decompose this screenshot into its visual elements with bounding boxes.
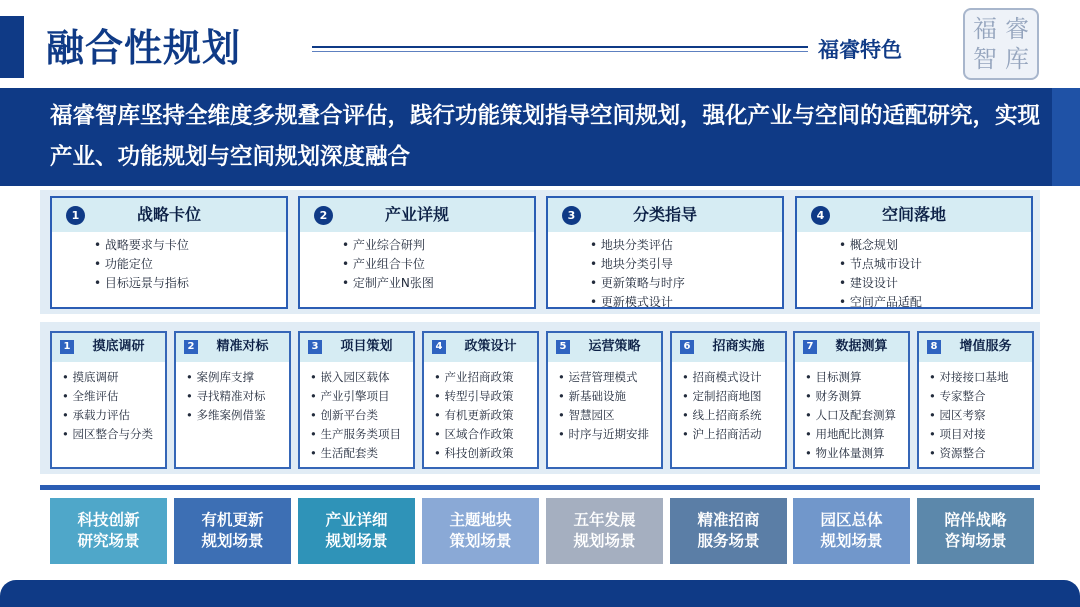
phase-card-header xyxy=(548,198,782,232)
service-item: • 线上招商系统 xyxy=(682,408,762,422)
phase-item: • 地块分类引导 xyxy=(590,257,673,271)
service-item-text: 用地配比测算 xyxy=(815,427,885,441)
phase-item: • 地块分类评估 xyxy=(590,238,673,252)
phase-item-text: 节点城市设计 xyxy=(849,257,922,271)
service-item: • 多维案例借鉴 xyxy=(186,408,266,422)
service-item-text: 人口及配套测算 xyxy=(815,408,896,422)
phase-item-list xyxy=(797,232,1031,312)
scenario-label xyxy=(449,510,511,552)
phase-item-list xyxy=(52,232,286,293)
service-card-header xyxy=(52,333,165,362)
scenario-line2: 规划场景 xyxy=(820,532,883,550)
service-item: • 智慧园区 xyxy=(558,408,615,422)
phase-item: • 战略要求与卡位 xyxy=(94,238,189,252)
phase-item-text: 定制产业N张图 xyxy=(352,276,434,290)
service-item-list xyxy=(176,362,289,425)
scenario-tile xyxy=(174,498,291,564)
service-item: • 全维评估 xyxy=(62,389,119,403)
phase-item: • 建设设计 xyxy=(839,276,898,290)
service-item-text: 嵌入园区载体 xyxy=(320,370,390,384)
service-number: 5 xyxy=(556,340,570,354)
phase-card xyxy=(795,196,1033,309)
scenario-line2: 咨询场景 xyxy=(944,532,1007,550)
service-item: • 摸底调研 xyxy=(62,370,119,384)
service-item: • 专家整合 xyxy=(929,389,986,403)
phase-item-text: 地块分类引导 xyxy=(600,257,673,271)
service-item: • 物业体量测算 xyxy=(805,446,885,460)
phase-item: • 节点城市设计 xyxy=(839,257,922,271)
service-number: 1 xyxy=(60,340,74,354)
service-item: • 财务测算 xyxy=(805,389,862,403)
brand-logo xyxy=(963,8,1039,80)
phase-title: 产业详规 xyxy=(384,205,449,224)
scenario-line1: 科技创新 xyxy=(77,511,140,529)
service-card xyxy=(917,331,1034,469)
service-item: • 运营管理模式 xyxy=(558,370,638,384)
service-title: 政策设计 xyxy=(464,339,517,354)
service-item-list xyxy=(795,362,908,463)
scenario-tile xyxy=(422,498,539,564)
service-item-text: 区域合作政策 xyxy=(444,427,514,441)
phase-card-header xyxy=(300,198,534,232)
service-item-text: 科技创新政策 xyxy=(444,446,514,460)
phase-number: 2 xyxy=(314,206,333,225)
service-item-text: 承载力评估 xyxy=(72,408,130,422)
service-item-list xyxy=(300,362,413,463)
service-title: 运营策略 xyxy=(588,339,641,354)
service-item-text: 全维评估 xyxy=(72,389,119,403)
service-item-text: 专家整合 xyxy=(939,389,986,403)
service-number: 7 xyxy=(803,340,817,354)
service-number: 2 xyxy=(184,340,198,354)
service-item-text: 运营管理模式 xyxy=(568,370,638,384)
service-item: • 产业引擎项目 xyxy=(310,389,390,403)
service-item-text: 产业招商政策 xyxy=(444,370,514,384)
service-card xyxy=(670,331,787,469)
phase-item-text: 产业综合研判 xyxy=(352,238,425,252)
phase-item-text: 目标远景与指标 xyxy=(104,276,189,290)
scenario-line1: 园区总体 xyxy=(820,511,883,529)
logo-char: 智 xyxy=(973,45,997,73)
service-number: 3 xyxy=(308,340,322,354)
footer-bar xyxy=(0,580,1080,607)
scenario-line2: 研究场景 xyxy=(77,532,140,550)
service-item-text: 财务测算 xyxy=(815,389,862,403)
phase-title: 空间落地 xyxy=(881,205,946,224)
service-item-text: 有机更新政策 xyxy=(444,408,514,422)
service-item-text: 新基础设施 xyxy=(568,389,626,403)
scenario-label xyxy=(77,510,139,552)
phase-item-list xyxy=(548,232,782,312)
service-item: • 科技创新政策 xyxy=(434,446,514,460)
service-number: 6 xyxy=(680,340,694,354)
intro-banner xyxy=(0,88,1080,186)
service-title: 精准对标 xyxy=(216,339,269,354)
service-card xyxy=(422,331,539,469)
phase-item: • 功能定位 xyxy=(94,257,153,271)
scenario-tile xyxy=(670,498,787,564)
scenario-line1: 五年发展 xyxy=(573,511,636,529)
service-item-text: 案例库支撑 xyxy=(196,370,254,384)
service-item-text: 物业体量测算 xyxy=(815,446,885,460)
service-item-text: 生活配套类 xyxy=(320,446,378,460)
scenario-line2: 规划场景 xyxy=(201,532,264,550)
phase-item-text: 空间产品适配 xyxy=(849,295,922,309)
service-title: 摸底调研 xyxy=(92,339,145,354)
service-item: • 嵌入园区载体 xyxy=(310,370,390,384)
phase-item-text: 概念规划 xyxy=(849,238,898,252)
phase-card-header xyxy=(52,198,286,232)
scenario-label xyxy=(573,510,635,552)
phase-card xyxy=(298,196,536,309)
service-item: • 区域合作政策 xyxy=(434,427,514,441)
service-item-list xyxy=(424,362,537,463)
service-card xyxy=(793,331,910,469)
service-item: • 人口及配套测算 xyxy=(805,408,896,422)
header-divider xyxy=(312,46,808,48)
service-card-header xyxy=(795,333,908,362)
service-card xyxy=(50,331,167,469)
scenario-tile xyxy=(917,498,1034,564)
service-item: • 用地配比测算 xyxy=(805,427,885,441)
service-item: • 目标测算 xyxy=(805,370,862,384)
service-title: 招商实施 xyxy=(712,339,765,354)
service-item-text: 资源整合 xyxy=(939,446,986,460)
phase-item-text: 建设设计 xyxy=(849,276,898,290)
phase-title: 战略卡位 xyxy=(136,205,201,224)
tagline: 福睿特色 xyxy=(818,38,902,62)
service-card xyxy=(174,331,291,469)
service-item-text: 对接接口基地 xyxy=(939,370,1009,384)
service-card-header xyxy=(424,333,537,362)
scenario-label xyxy=(697,510,759,552)
phase-item: • 概念规划 xyxy=(839,238,898,252)
logo-char: 福 xyxy=(973,15,997,43)
service-item-text: 园区整合与分类 xyxy=(72,427,153,441)
service-item: • 园区整合与分类 xyxy=(62,427,153,441)
service-item-text: 产业引擎项目 xyxy=(320,389,390,403)
phase-item-text: 产业组合卡位 xyxy=(352,257,425,271)
phase-card xyxy=(546,196,784,309)
scenario-tile xyxy=(298,498,415,564)
service-card xyxy=(546,331,663,469)
service-card-header xyxy=(919,333,1032,362)
phase-card-header xyxy=(797,198,1031,232)
banner-text: 福睿智库坚持全维度多规叠合评估，践行功能策划指导空间规划，强化产业与空间的适配研究，实现产业、功能规划与空间规划深度融合 xyxy=(50,103,1041,170)
service-item: • 招商模式设计 xyxy=(682,370,762,384)
phase-number: 4 xyxy=(811,206,830,225)
logo-char: 睿 xyxy=(1005,15,1029,43)
service-item: • 项目对接 xyxy=(929,427,986,441)
service-item: • 资源整合 xyxy=(929,446,986,460)
service-item: • 新基础设施 xyxy=(558,389,626,403)
phase-item: • 产业组合卡位 xyxy=(342,257,425,271)
scenario-line1: 产业详细 xyxy=(325,511,388,529)
service-item-text: 线上招商系统 xyxy=(692,408,762,422)
service-title: 增值服务 xyxy=(959,339,1012,354)
scenario-line1: 陪伴战略 xyxy=(944,511,1007,529)
service-item: • 有机更新政策 xyxy=(434,408,514,422)
service-card-header xyxy=(672,333,785,362)
service-card-header xyxy=(548,333,661,362)
service-item: • 转型引导政策 xyxy=(434,389,514,403)
service-number: 4 xyxy=(432,340,446,354)
service-card-header xyxy=(176,333,289,362)
phase-number: 3 xyxy=(562,206,581,225)
phase-item: • 定制产业N张图 xyxy=(342,276,434,290)
scenario-line1: 精准招商 xyxy=(697,511,760,529)
service-item: • 对接接口基地 xyxy=(929,370,1009,384)
service-item-text: 园区考察 xyxy=(939,408,986,422)
service-item-list xyxy=(672,362,785,444)
scenario-tile xyxy=(50,498,167,564)
service-card-header xyxy=(300,333,413,362)
service-item: • 寻找精准对标 xyxy=(186,389,266,403)
phase-item: • 空间产品适配 xyxy=(839,295,922,309)
phase-number: 1 xyxy=(66,206,85,225)
scenario-line2: 策划场景 xyxy=(449,532,512,550)
service-item: • 沪上招商活动 xyxy=(682,427,762,441)
scenario-tile xyxy=(793,498,910,564)
scenario-tile xyxy=(546,498,663,564)
service-item-list xyxy=(919,362,1032,463)
scenario-line2: 规划场景 xyxy=(573,532,636,550)
service-item: • 产业招商政策 xyxy=(434,370,514,384)
service-item: • 时序与近期安排 xyxy=(558,427,649,441)
service-title: 数据测算 xyxy=(835,339,888,354)
scenario-label xyxy=(820,510,882,552)
logo-char: 库 xyxy=(1005,45,1029,73)
service-item-list xyxy=(548,362,661,444)
phase-item: • 产业综合研判 xyxy=(342,238,425,252)
service-item-text: 创新平台类 xyxy=(320,408,378,422)
phase-item: • 目标远景与指标 xyxy=(94,276,189,290)
scenario-line1: 主题地块 xyxy=(449,511,512,529)
scenario-line2: 规划场景 xyxy=(325,532,388,550)
scenario-label xyxy=(325,510,387,552)
service-item-text: 生产服务类项目 xyxy=(320,427,401,441)
service-title: 项目策划 xyxy=(340,339,393,354)
page-title: 融合性规划 xyxy=(46,26,242,70)
service-item: • 生产服务类项目 xyxy=(310,427,401,441)
service-item-text: 沪上招商活动 xyxy=(692,427,762,441)
service-item-text: 多维案例借鉴 xyxy=(196,408,266,422)
service-number: 8 xyxy=(927,340,941,354)
service-card xyxy=(298,331,415,469)
phase-item-text: 更新策略与时序 xyxy=(600,276,685,290)
phase-card xyxy=(50,196,288,309)
service-item: • 案例库支撑 xyxy=(186,370,254,384)
service-item: • 生活配套类 xyxy=(310,446,378,460)
phase-item-text: 更新模式设计 xyxy=(600,295,673,309)
service-item-text: 寻找精准对标 xyxy=(196,389,266,403)
service-item-text: 定制招商地图 xyxy=(692,389,762,403)
scenario-label xyxy=(944,510,1006,552)
phase-item: • 更新策略与时序 xyxy=(590,276,685,290)
service-item-text: 目标测算 xyxy=(815,370,862,384)
phase-item-text: 战略要求与卡位 xyxy=(104,238,189,252)
service-item: • 承载力评估 xyxy=(62,408,130,422)
service-item: • 定制招商地图 xyxy=(682,389,762,403)
phase-item-text: 地块分类评估 xyxy=(600,238,673,252)
title-accent-bar xyxy=(0,16,24,78)
scenario-line2: 服务场景 xyxy=(697,532,760,550)
service-item-text: 时序与近期安排 xyxy=(568,427,649,441)
scenario-label xyxy=(201,510,263,552)
service-item-text: 转型引导政策 xyxy=(444,389,514,403)
service-item: • 园区考察 xyxy=(929,408,986,422)
service-item: • 创新平台类 xyxy=(310,408,378,422)
phase-item: • 更新模式设计 xyxy=(590,295,673,309)
service-item-text: 智慧园区 xyxy=(568,408,615,422)
scenario-line1: 有机更新 xyxy=(201,511,264,529)
phase-item-text: 功能定位 xyxy=(104,257,153,271)
service-item-text: 摸底调研 xyxy=(72,370,119,384)
phase-item-list xyxy=(300,232,534,293)
service-item-text: 招商模式设计 xyxy=(692,370,762,384)
service-item-text: 项目对接 xyxy=(939,427,986,441)
scenario-divider xyxy=(40,485,1040,490)
service-item-list xyxy=(52,362,165,444)
phase-title: 分类指导 xyxy=(632,205,697,224)
